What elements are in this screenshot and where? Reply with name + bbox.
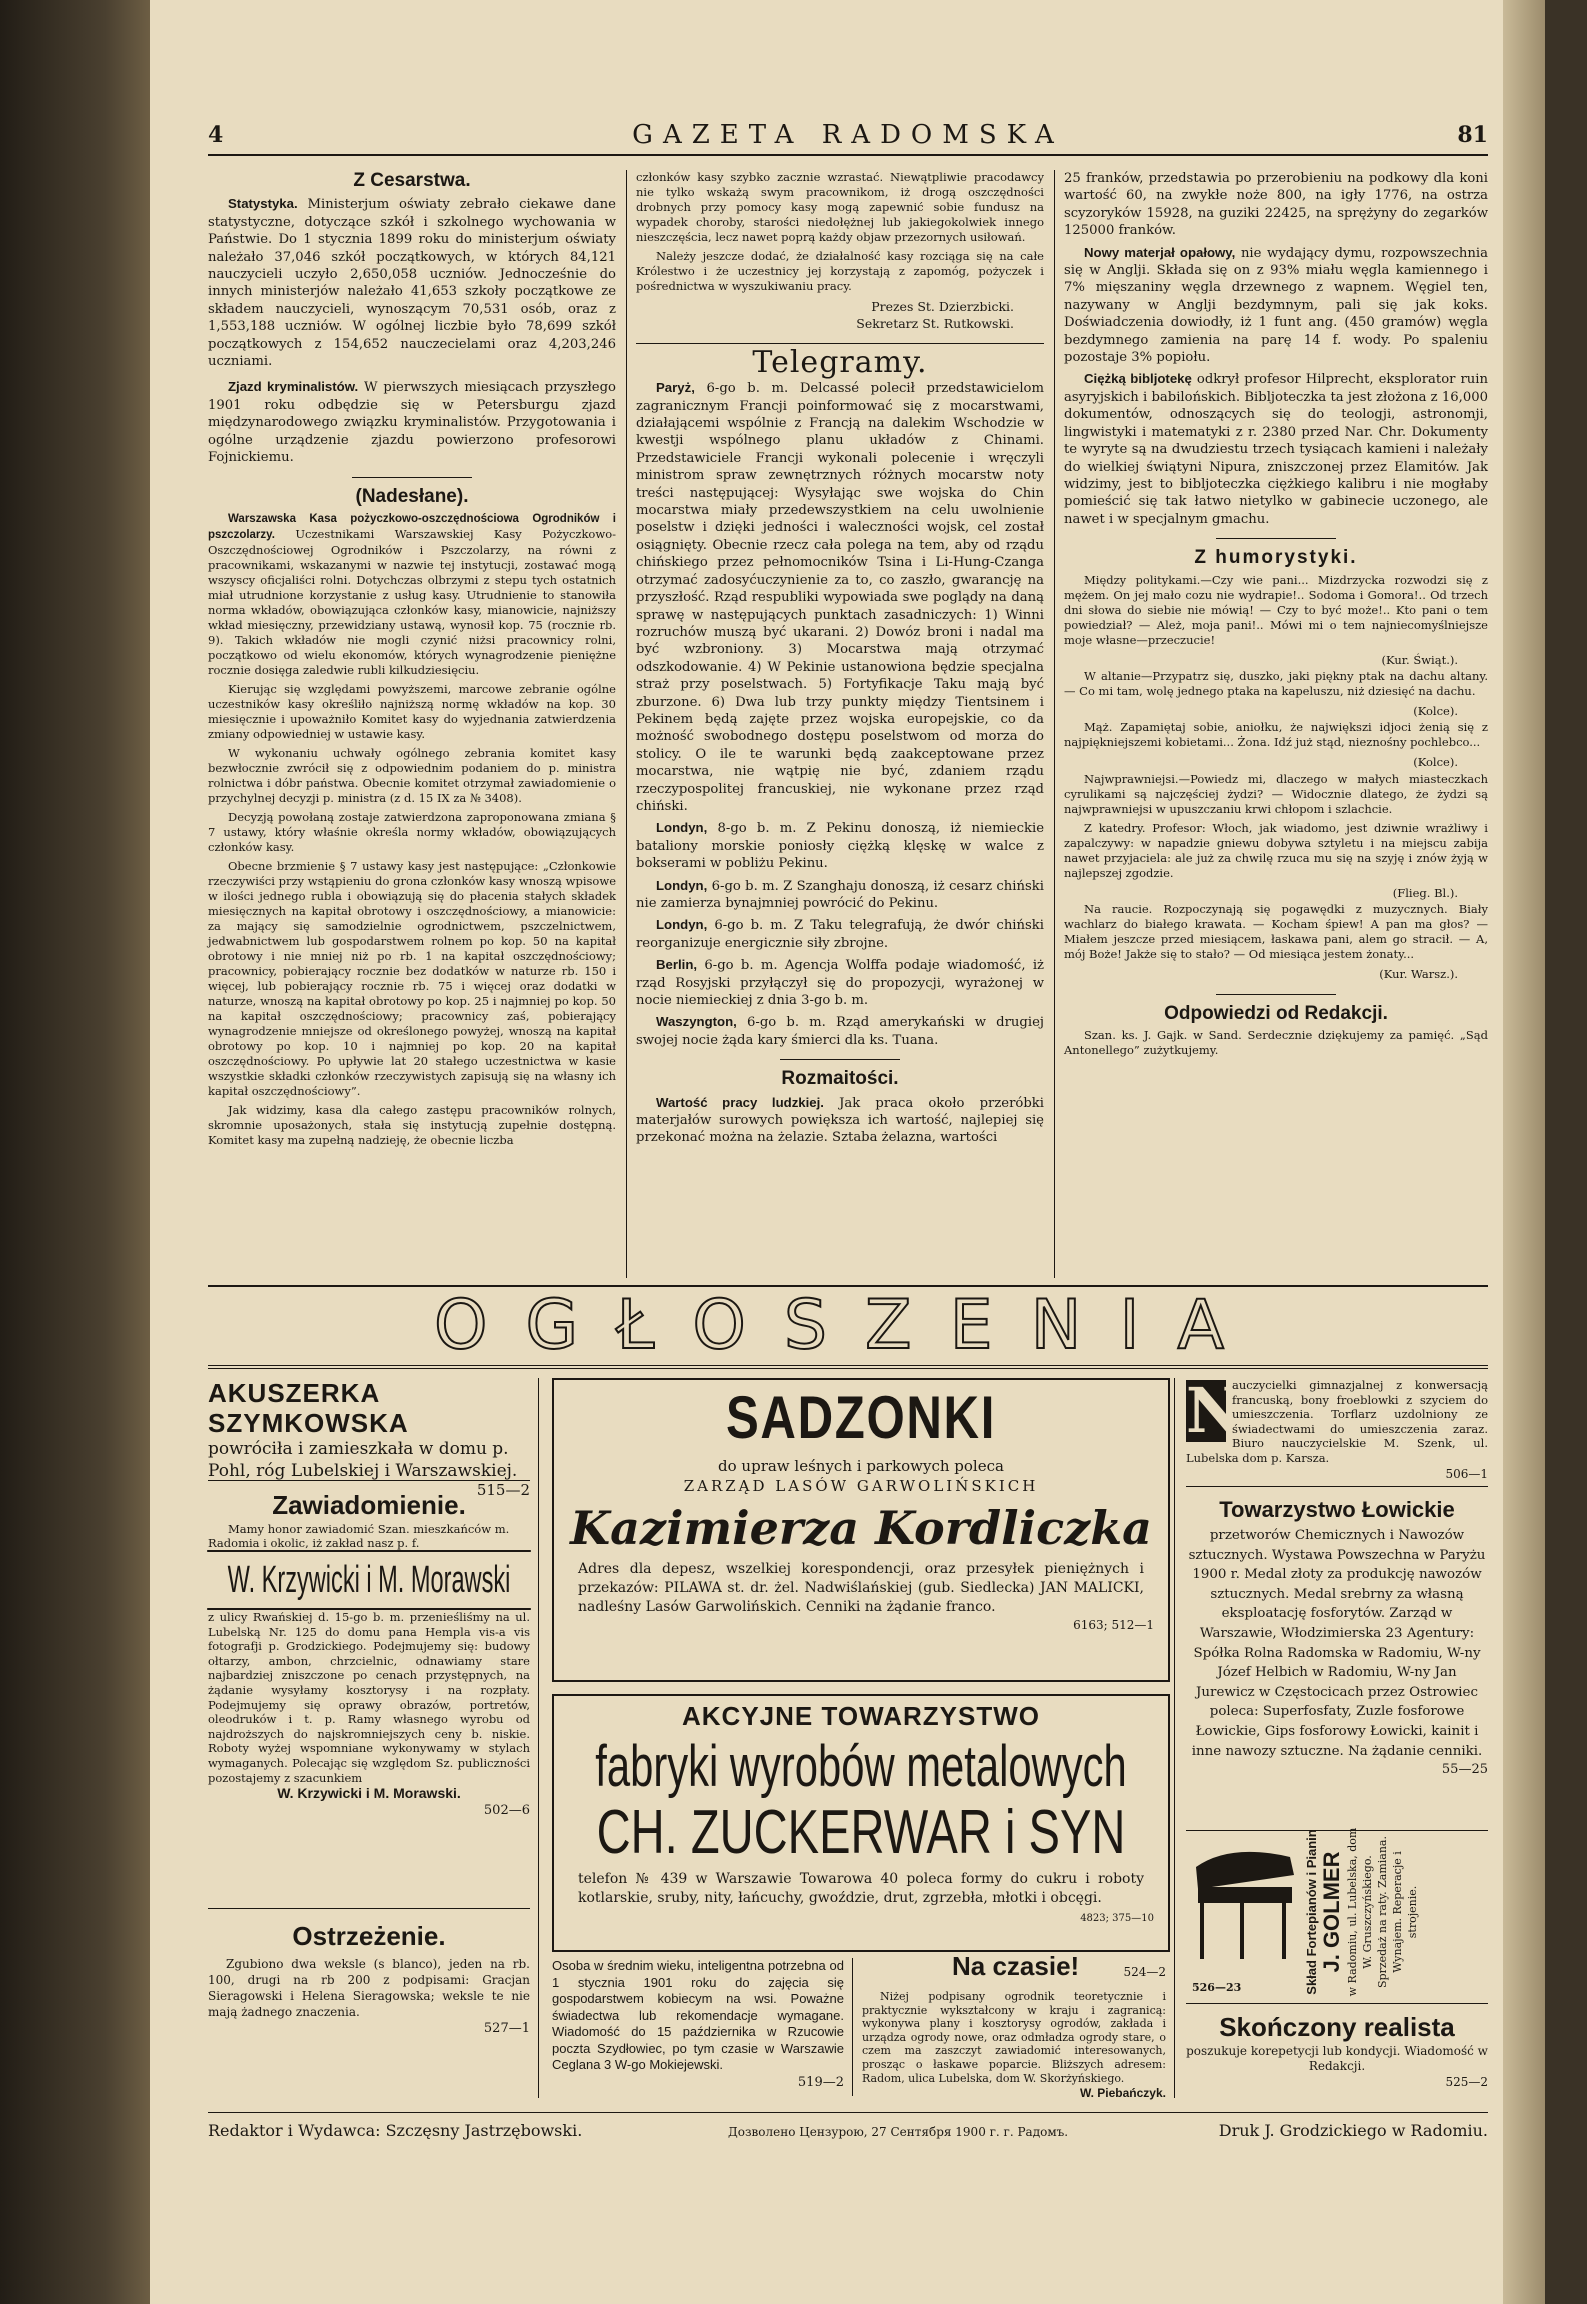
article-paragraph [636, 916, 1044, 952]
ad-zawiadomienie [208, 1488, 530, 1909]
column-rule [626, 170, 627, 1278]
ad-title: Ostrzeżenie. [292, 1921, 446, 1951]
ad-text: AKCYJNE TOWARZYSTWO [682, 1701, 1040, 1731]
joke-source: (Kolce). [1413, 755, 1458, 770]
article-lead: Statystyka. [228, 196, 298, 212]
ad-number: 55—25 [1441, 1762, 1488, 1778]
joke: Na raucie. Rozpoczynają się pogawędki z muzycznych. Biały wachlarz do białego krawata. — Kocham śpiew! A pan ma głos? — Miałem jeszcze przed miesiącem, łaskawa pani, alem go stracił. — A, mój Boże! Jakże się to stało? — Od miesiąca jestem żonaty... [1064, 902, 1488, 962]
article-paragraph: Decyzją powołaną zostaje zatwierdzona zaproponowana zmiana § 7 ustawy, który właśnie określa normy wkładów, obowiązujących członków kasy. [208, 809, 616, 854]
ad-number: 502—6 [483, 1803, 530, 1819]
article-paragraph [636, 1013, 1044, 1049]
ad-title: Zawiadomienie. [272, 1490, 466, 1520]
ad-akcyjne [552, 1694, 1170, 1952]
ad-text: do upraw leśnych i parkowych poleca [718, 1457, 1004, 1475]
article-paragraph: Jak widzimy, kasa dla całego zastępu pracowników rolnych, skromnie uposażonych, stała się instytucją zupełnie dostępną. Komitet kasy ma zupełną nadzieję, że obecnie liczba [208, 1102, 616, 1147]
ad-text: przetworów Chemicznych i Nawozów sztucznych. Wystawa Powszechna w Paryżu 1900 r. Medal złoty za produkcję nawozów sztucznych. Medal srebrny za własną eksploatację fosforytów. Zarząd w Warszawie, Włodzimierska 23 Agentury: Spółka Rolna Radomska w Radomiu, W-ny Józef Helbich w Radomiu, W-ny Jan Jurewicz w Częstocicach przez Ostrowiec poleca: Superfosfaty, Zuzle fosforowe Łowickie, Gips fosforowy Łowicki, kainit i inne nawozy sztuczne. Na żądanie cenniki. [1188, 1528, 1486, 1759]
divider [636, 343, 1044, 344]
article-paragraph [208, 378, 616, 466]
ad-signature: W. Piebańczyk. [1079, 2086, 1166, 2101]
ad-text: fabryki wyrobów metalowych [595, 1734, 1127, 1799]
joke: W altanie—Przypatrz się, duszko, jaki piękny ptak na dachu altany. — Co mi tam, wolę jednego ptaka na kapeluszu, niż dziesięć na dachu. [1064, 668, 1488, 698]
signature: Prezes St. Dzierzbicki. [871, 299, 1014, 314]
article-paragraph: Należy jeszcze dodać, że działalność kasy rozciąga się na całe Królestwo i że uczestnicy jej korzystają z zapomóg, pożyczek i pośrednictwa w wyszukiwaniu pracy. [636, 249, 1044, 293]
article-text: odkrył profesor Hilprecht, eksplorator ruin asyryjskich i babilońskich. Bibljoteczka ta jest złożona z 16,000 dokumentów, odnoszących się do teologji, astronomji, lingwistyki i matematyki z r. 2380 przed Nar. Chr. Dokumenty te wyryte są na dwudziestu trzech tysiącach kamieni i należały do wielkiej świątyni Nipura, zniszczonej przez Elamitów. Jak widzimy, jest to bibljoteczka ciężkiego kalibru i nie mogłaby pomieścić się tak łatwo nietylko w gabinecie uczonego, ale nawet i w specjalnym gmachu. [1064, 372, 1488, 527]
column-1 [208, 170, 616, 1278]
ad-name: Kazimierza Kordliczka [570, 1501, 1152, 1555]
article-paragraph [1064, 370, 1488, 528]
divider [780, 1059, 900, 1060]
ogloszenia-banner: OGŁOSZENIA [208, 1285, 1488, 1369]
article-paragraph: Obecne brzmienie § 7 ustawy kasy jest następujące: „Członkowie rzeczywiści przy wstąpieniu do grona członków kasy wnoszą wpisowe w ilości jednego rubla i obowiązują się do płacenia stałych składek miesięcznych na kapitał obrotowy i oszczędnościowy, a mianowicie: za mający się samodzielnie ogrodnictwem, pszczelnictwem, jedwabnictwem lub gospodarstwem rolnem po kop. 50 na kapitał obrotowy i nie mniej niż po rb. 1 na kapitał oszczędnościowy; pracownicy, pobierający rocznie bez dodatków w naturze rb. 150 i więcej, lub pobierający rocznie rb. 75 i więcej oraz dodatki w naturze, wnoszą na kapitał obrotowy po kop. 25 i najmniej po kop. 50 na kapitał oszczędnościowy; pracownicy zaś, pobierający wynagrodzenie mniejsze od określonego powyżej, wnoszą na kapitał obrotowy po kop. 10 i najmniej po kop. 20 na kapitał oszczędnościowy. Po upływie lat 20 stałego uczestnictwa w kasie wszystkie składki członków rzeczywistych zapisują się na własny ich kapitał oszczędnościowy”. [208, 858, 616, 1098]
article-text: 8-go b. m. Z Pekinu donoszą, iż niemieckie bataliony morskie poniosły ciężką klęskę w walce z bokserami w pobliżu Pekinu. [636, 821, 1044, 872]
article-lead: Londyn, [656, 820, 708, 836]
article-text: 6-go b. m. Z Szanghaju donoszą, iż cesarz chiński nie zamierza bynajmniej powrócić do Pekinu. [636, 878, 1044, 911]
article-paragraph: Kierując się względami powyższemi, marcowe zebranie ogólne uczestników kasy określiło najniższą normę wkładów na kop. 30 miesięcznie i upoważniło Komitet kasy do wyjednania zatwierdzenia zmiany odpowiedniej w ustawie kasy. [208, 681, 616, 741]
book-spine [0, 0, 150, 2304]
ad-text: poszukuje korepetycji lub kondycji. Wiadomość w Redakcji. [1186, 2044, 1488, 2073]
section-title: Telegramy. [752, 344, 928, 380]
footer-printer: Druk J. Grodzickiego w Radomiu. [1218, 2121, 1488, 2140]
article-text: nie wydający dymu, rozpowszechnia się w Anglji. Składa się on z 93% miału węgla kamiennego i 7% mięszaniny węgla drzewnego z wapnem. Węgiel ten, nazywany w Anglji bezdymnym, pali się jak koks. Doświadczenia dowiodły, iż 1 funt ang. (450 gramów) węgla bezdymnego zamienia na parę 14 f. wody. Po spaleniu pozostaje 3% popiołu. [1064, 245, 1488, 366]
advertisements [208, 1374, 1488, 2108]
joke: Mąż. Zapamiętaj sobie, aniołku, że największi idjoci żenią się z najpiękniejszemi kobietami... Żona. Idź już stąd, nieznośny pochlebco... [1064, 720, 1488, 750]
ad-title: Skończony realista [1219, 2012, 1455, 2042]
drop-cap-n: N [1186, 1374, 1243, 1447]
ad-number: 506—1 [1445, 1466, 1488, 1481]
ad-title: Na czasie! [952, 1951, 1080, 1981]
article-lead: Nowy materjał opałowy, [1084, 244, 1236, 260]
article-lead: Berlin, [656, 957, 698, 973]
article-paragraph [636, 819, 1044, 872]
article-paragraph [1064, 244, 1488, 367]
ad-na-czasie [862, 1951, 1166, 2101]
ad-osoba [552, 1958, 853, 2096]
ad-number: 515—2 [476, 1481, 530, 1499]
joke-source: (Kur. Warsz.). [1379, 967, 1458, 982]
ad-realista [1186, 2010, 1488, 2098]
article-paragraph: członków kasy szybko zacznie wzrastać. Niewątpliwie pracodawcy nie tylko wskażą swym pracownikom, iż drogą oszczędności drobnych przy pomocy kasy mogą zapewnić sobie fundusz na wypadek choroby, starości niedołężnej lub jakiegokolwiek innego nieszczęścia, lecz nawet poprą każdy objaw przezornych usiłowań. [636, 170, 1044, 244]
column-rule [1174, 1378, 1175, 2098]
article-text: Ministerjum oświaty zebrało ciekawe dane statystyczne, dotyczące szkół i szkolnego wychowania w Państwie. Do 1 stycznia 1899 roku do ministerjum oświaty należało 37,046 szkół początkowych, w których 84,121 nauczycieli uczyło 2,650,058 uczniów. Jednocześnie do innych ministerjów należało 41,653 szkoły początkowe ze składem nauczycieli, wynoszącym 70,531 osób, oraz z 1,553,188 uczniów. W ogólnej liczbie było 78,699 szkół początkowych z 154,652 nauczecielami oraz 4,203,246 uczniami. [208, 197, 616, 370]
ad-text: Mamy honor zawiadomić Szan. mieszkańców m. Radomia i okolic, iż zakład nasz p. f. [208, 1522, 510, 1550]
article-lead: Waszyngton, [656, 1014, 737, 1030]
ad-title: Towarzystwo Łowickie [1219, 1497, 1455, 1522]
ad-title: AKUSZERKA SZYMKOWSKA [208, 1378, 409, 1438]
page-edge [1503, 0, 1545, 2304]
ad-number: 526—23 [1192, 1981, 1242, 1994]
ad-firm-name: W. Krzywicki i M. Morawski [207, 1550, 531, 1610]
footer-editor: Redaktor i Wydawca: Szczęsny Jastrzębowski. [208, 2121, 583, 2140]
page-header [208, 120, 1488, 156]
article-lead: Paryż, [656, 380, 695, 396]
divider [1216, 538, 1336, 539]
ad-text: powróciła i zamieszkała w domu p. Pohl, róg Lubelskiej i Warszawskiej. [208, 1439, 518, 1481]
section-title: (Nadesłane). [355, 485, 469, 507]
ad-text: Zgubiono dwa weksle (s blanco), jeden na rb. 100, drugi na rb 200 z podpisami: Gracjan Sieragowski i Helena Sieragowska; weksle te nie mają żadnego znaczenia. [208, 1957, 530, 2019]
ad-nauczycielki [1186, 1374, 1488, 1487]
joke-source: (Flieg. Bl.). [1392, 885, 1458, 900]
ad-text: w Radomiu, ul. Lubelska, dom W. Gruszczyńskiego. [1346, 1827, 1374, 1997]
article-lead: Ciężką bibljotekę [1084, 371, 1192, 387]
article-lead: Londyn, [656, 917, 708, 933]
divider [1216, 994, 1336, 995]
article-paragraph [636, 1094, 1044, 1147]
article-paragraph [636, 956, 1044, 1009]
signature: Sekretarz St. Rutkowski. [856, 316, 1014, 332]
article-paragraph [636, 877, 1044, 913]
article-text: Uczestnikami Warszawskiej Kasy Pożyczkowo-Oszczędnościowej Ogrodników i Pszczolarzy, na równi z pracownikami, wskazanymi w nazwie tej instytucji, zostawać mogą wszyscy oficjaliści rolni. Dotychczas olbrzymi z stepu tych ostatnich miał utrudnione korzystanie z usług kasy. Utrudnienie to stanowiła norma wkładów, obowiązująca członków kasy, mianowicie, najniższy wkład miesięczny, przewidziany ustawą, wynosił kop. 75 (rocznie rb. 9). Takich wkładów nie mogli czynić niżsi pracownicy rolni, początkowo od wielu ekonomów, których wynagrodzenie pieniężne rocznie dosięga zaledwie rubli kilkudziesięciu. [208, 526, 616, 677]
ad-ostrzezenie [208, 1916, 530, 2086]
ad-number: 525—2 [1445, 2075, 1488, 2089]
article-lead: Londyn, [656, 877, 708, 893]
ad-title: J. GOLMER [1319, 1851, 1344, 1973]
ad-text: auczycielki gimnazjalnej z konwersacją francuską, bony froeblowki z szyciem do umieszczenia. Torflarz uzdolniony ze świadectwami do umieszczenia zaraz. Biuro nauczycielskie M. Szenk, ul. Lubelska dom p. Karsza. [1186, 1378, 1488, 1465]
article-text: Jak praca około przeróbki materjałów surowych powiększa ich wartość, najlepiej się przekonać można na żelazie. Sztaba żelazna, wartości [636, 1095, 1044, 1146]
masthead: GAZETA RADOMSKA [632, 120, 1064, 150]
section-title: Odpowiedzi od Redakcji. [1164, 1002, 1388, 1024]
ad-towarzystwo [1186, 1494, 1488, 1824]
ad-sadzonki [552, 1378, 1170, 1682]
article-lead: Warszawska Kasa pożyczkowo-oszczędnościowa Ogrodników i pszczolarzy. [208, 512, 616, 541]
joke: Najwprawniejsi.—Powiedz mi, dlaczego w małych miasteczkach cyrulikami są najczęściej żydzi? — Widocznie dlatego, że żydzi są najwprawniejsi w upuszczaniu krwi chłopom i szlachcie. [1064, 771, 1488, 816]
article-paragraph [208, 511, 616, 678]
column-3 [1064, 170, 1488, 1278]
ad-text: telefon № 439 w Warszawie Towarowa 40 poleca formy do cukru i roboty kotlarskie, sruby, nity, łańcuchy, gwoździe, drut, zgrzebła, młotki i obcęgi. [578, 1871, 1144, 1906]
article-text: 6-go b. m. Rząd amerykański w drugiej swojej nocie żąda kary śmierci dla ks. Tuana. [636, 1015, 1044, 1048]
ad-text: Sprzedaż na raty. Zamiana. Wynajem. Reperacje i strojenie. [1376, 1836, 1419, 1989]
piano-icon [1190, 1839, 1296, 1969]
ad-text: Skład Fortepianów i Pianin [1304, 1829, 1319, 1995]
article-text: W pierwszych miesiącach przyszłego 1901 roku odbędzie się w Petersburgu zjazd międzynarodowego związku kryminalistów. Przygotowania i ogólne urządzenie zjazdu powierzono profesorowi Fojnickiemu. [208, 380, 616, 466]
ad-text: Niżej podpisany ogrodnik teoretycznie i praktycznie wykształcony w kraju i zagranicą: wykonywa plany i kosztorysy ogrodów, zakłada i urządza ogrody nowe, oraz odmładza ogrody stare, o czem ma zaszczyt zawiadomić interesowanych, prosząc o łaskawe poparcie. Bliższych adresem: Radom, ulica Lubelska, dom W. Skorżyńskiego. [862, 1990, 1166, 2085]
article-paragraph: W wykonaniu uchwały ogólnego zebrania komitet kasy bezwłocznie zwrócił się z odpowiednim podaniem do p. ministra rolnictwa i dóbr państwa. Obecnie komitet otrzymał zawiadomienie o przychylnej decyzji p. ministra (z d. 15 IX za № 3408). [208, 745, 616, 805]
ad-akuszerka [208, 1378, 530, 1499]
article-paragraph: Szan. ks. J. Gajk. w Sand. Serdecznie dziękujemy za pamięć. „Sąd Antonellego” zużytkujemy. [1064, 1027, 1488, 1057]
article-paragraph: 25 franków, przedstawia po przerobieniu na podkowy dla koni wartość 60, na zwykłe noże 800, na igły 1776, na ostrza scyzoryków 15928, na guziki 22425, na sprężyny do zegarków 125000 franków. [1064, 171, 1488, 239]
ad-number: 524—2 [1123, 1965, 1166, 1979]
divider [352, 477, 472, 478]
ad-text: Adres dla depesz, wszelkiej korespondencji, oraz przesyłek pieniężnych i przekazów: PILAWA st. dr. żel. Nadwiślańskiej (gub. Siedlecka) JAN MALICKI, nadleśny Lasów Garwolińskich. Cenniki na żądanie franco. [578, 1561, 1144, 1615]
article-lead: Wartość pracy ludzkiej. [656, 1094, 824, 1110]
ad-golmer [1186, 1827, 1488, 2004]
ad-number: 6163; 512—1 [1073, 1618, 1154, 1632]
section-title: Rozmaitości. [781, 1068, 899, 1090]
ad-text: CH. ZUCKERWAR i SYN [596, 1798, 1126, 1867]
ad-title: SADZONKI [725, 1384, 997, 1451]
column-rule [1054, 170, 1055, 1278]
article-text: 6-go b. m. Z Taku telegrafują, że dwór chiński reorganizuje energicznie siły zbrojne. [636, 918, 1044, 951]
ad-number: 527—1 [483, 2021, 530, 2036]
footer-censor: Дозволено Цензурою, 27 Сентября 1900 г. г. Радомъ. [728, 2125, 1069, 2139]
ad-vertical-text [1304, 1827, 1484, 1997]
joke-source: (Kolce). [1413, 703, 1458, 718]
column-2 [636, 170, 1044, 1278]
joke-source: (Kur. Świąt.). [1381, 652, 1458, 667]
joke: Z katedry. Profesor: Włoch, jak wiadomo, jest dziwnie wrażliwy i zapalczywy: w napadzie gniewu dobywa sztyletu i na miejscu zabija nawet przyjaciela: ale już za chwilę rzuca mu się na szyję i znów żyją w najlepszej zgodzie. [1064, 820, 1488, 880]
newspaper-page [150, 0, 1545, 2304]
page-footer [208, 2112, 1488, 2153]
article-text: 6-go b. m. Agencja Wolffa podaje wiadomość, iż rząd Rosyjski przyłączył się do propozycji, wyrażonej w nocie niemieckiej z dnia 3-go b. m. [636, 958, 1044, 1009]
section-title: Z humorystyki. [1194, 547, 1358, 569]
page-number-right: 81 [1457, 122, 1488, 148]
article-paragraph [208, 195, 616, 370]
ad-number: 4823; 375—10 [1080, 1913, 1154, 1924]
article-columns [208, 170, 1488, 1278]
article-paragraph [636, 379, 1044, 815]
ad-text: ZARZĄD LASÓW GARWOLIŃSKICH [683, 1477, 1039, 1495]
ad-signature: W. Krzywicki i M. Morawski. [277, 1785, 461, 1802]
page-number-left: 4 [208, 122, 224, 148]
ad-text: Osoba w średnim wieku, inteligentna potrzebna od 1 stycznia 1901 roku do zajęcia się gospodarstwem kobiecym na wsi. Poważne świadectwa lub rekomendacje wymagane. Wiadomość do 15 października w Rzucowie poczta Szydłowiec, po tym czasie w Warszawie Ceglana 3 W-go Mokiejewski. [552, 1958, 844, 2072]
joke: Między politykami.—Czy wie pani... Mizdrzycka rozwodzi się z mężem. On jej mało cozu nie wydrapie!.. Sodoma i Gomora!.. Od trzech dni słowa do siebie nie mówią! — Czy to być może!.. Kto pani o tem powiedział? — Ależ, moja pani!.. Mówi mi o tem najniecomyślniejsze moje własne—przeczucie! [1064, 572, 1488, 647]
section-title: Z Cesarstwa. [353, 170, 471, 191]
article-lead: Zjazd kryminalistów. [228, 379, 359, 395]
article-text: 6-go b. m. Delcassé polecił przedstawicielom zagranicznym Francji poinformować się z mocarstwami, działającemi wspólnie z Francją na dalekim Wschodzie w kwestji wspólnego planu układów z Chinami. Przedstawiciele Francji wykonali polecenie i wręczyli ministrom spraw zewnętrznych różnych mocarstw noty treści następującej: Wysyłając swe wojska do Chin mocarstwa miały przedewszystkiem na celu uwolnienie poselstw i dzięki jedności i waleczności wojsk, cel został osiągnięty. Obecnie rzecz cała polega na tem, aby od rządu chińskiego przez pełnomocników Tsina i Li-Hung-Czanga otrzymać zadosyćuczynienie za to, co zaszło, gwarancję na przyszłość. Rząd respubliki wypowiada swe poglądy na daną sprawę w następujących punktach zasadniczych: 1) Winni rozruchów muszą być ukarani. 2) Dowóz broni i nadal ma być wzbroniony. 3) Mocarstwa mają otrzymać odszkodowanie. 4) W Pekinie ustanowiona będzie specjalna straż przy poselstwach. 5) Fortyfikacje Taku mają być zburzone. 6) Dwa lub trzy punkty między Tientsinem i Pekinem będą zajęte przez wojska europejskie, co da możność swobodnego dostępu poselstwom od morza do stolicy. O ile te warunki będą zaakceptowane przez mocarstwa, nie wątpię nie być, zdaniem rządu rzeczypospolitej francuskiej, nie wykonane przez rząd chiński. [636, 381, 1044, 814]
ad-number: 519—2 [797, 2074, 844, 2090]
ad-text: z ulicy Rwańskiej d. 15-go b. m. przenieśliśmy na ul. Lubelską Nr. 125 do domu pana Hempla vis-a vis fotografji p. Grodzickiego. Podejmujemy się: budowy ołtarzy, ambon, chrzcielnic, odnawiamy stare najbardziej zniszczone po cenach przystępnych, na żądanie wysyłamy kosztorysy i na rozpłaty. Podejmujemy się oprawy obrazów, portretów, oleodruków i t. p. Ramy własnego wyrobu od najdroższych do najskromniejszych ceny b. niskie. Roboty wyżej wspomniane wykonywamy w stylach wymaganych. Polecając się względom Sz. publiczności pozostajemy z szacunkiem [208, 1610, 530, 1785]
